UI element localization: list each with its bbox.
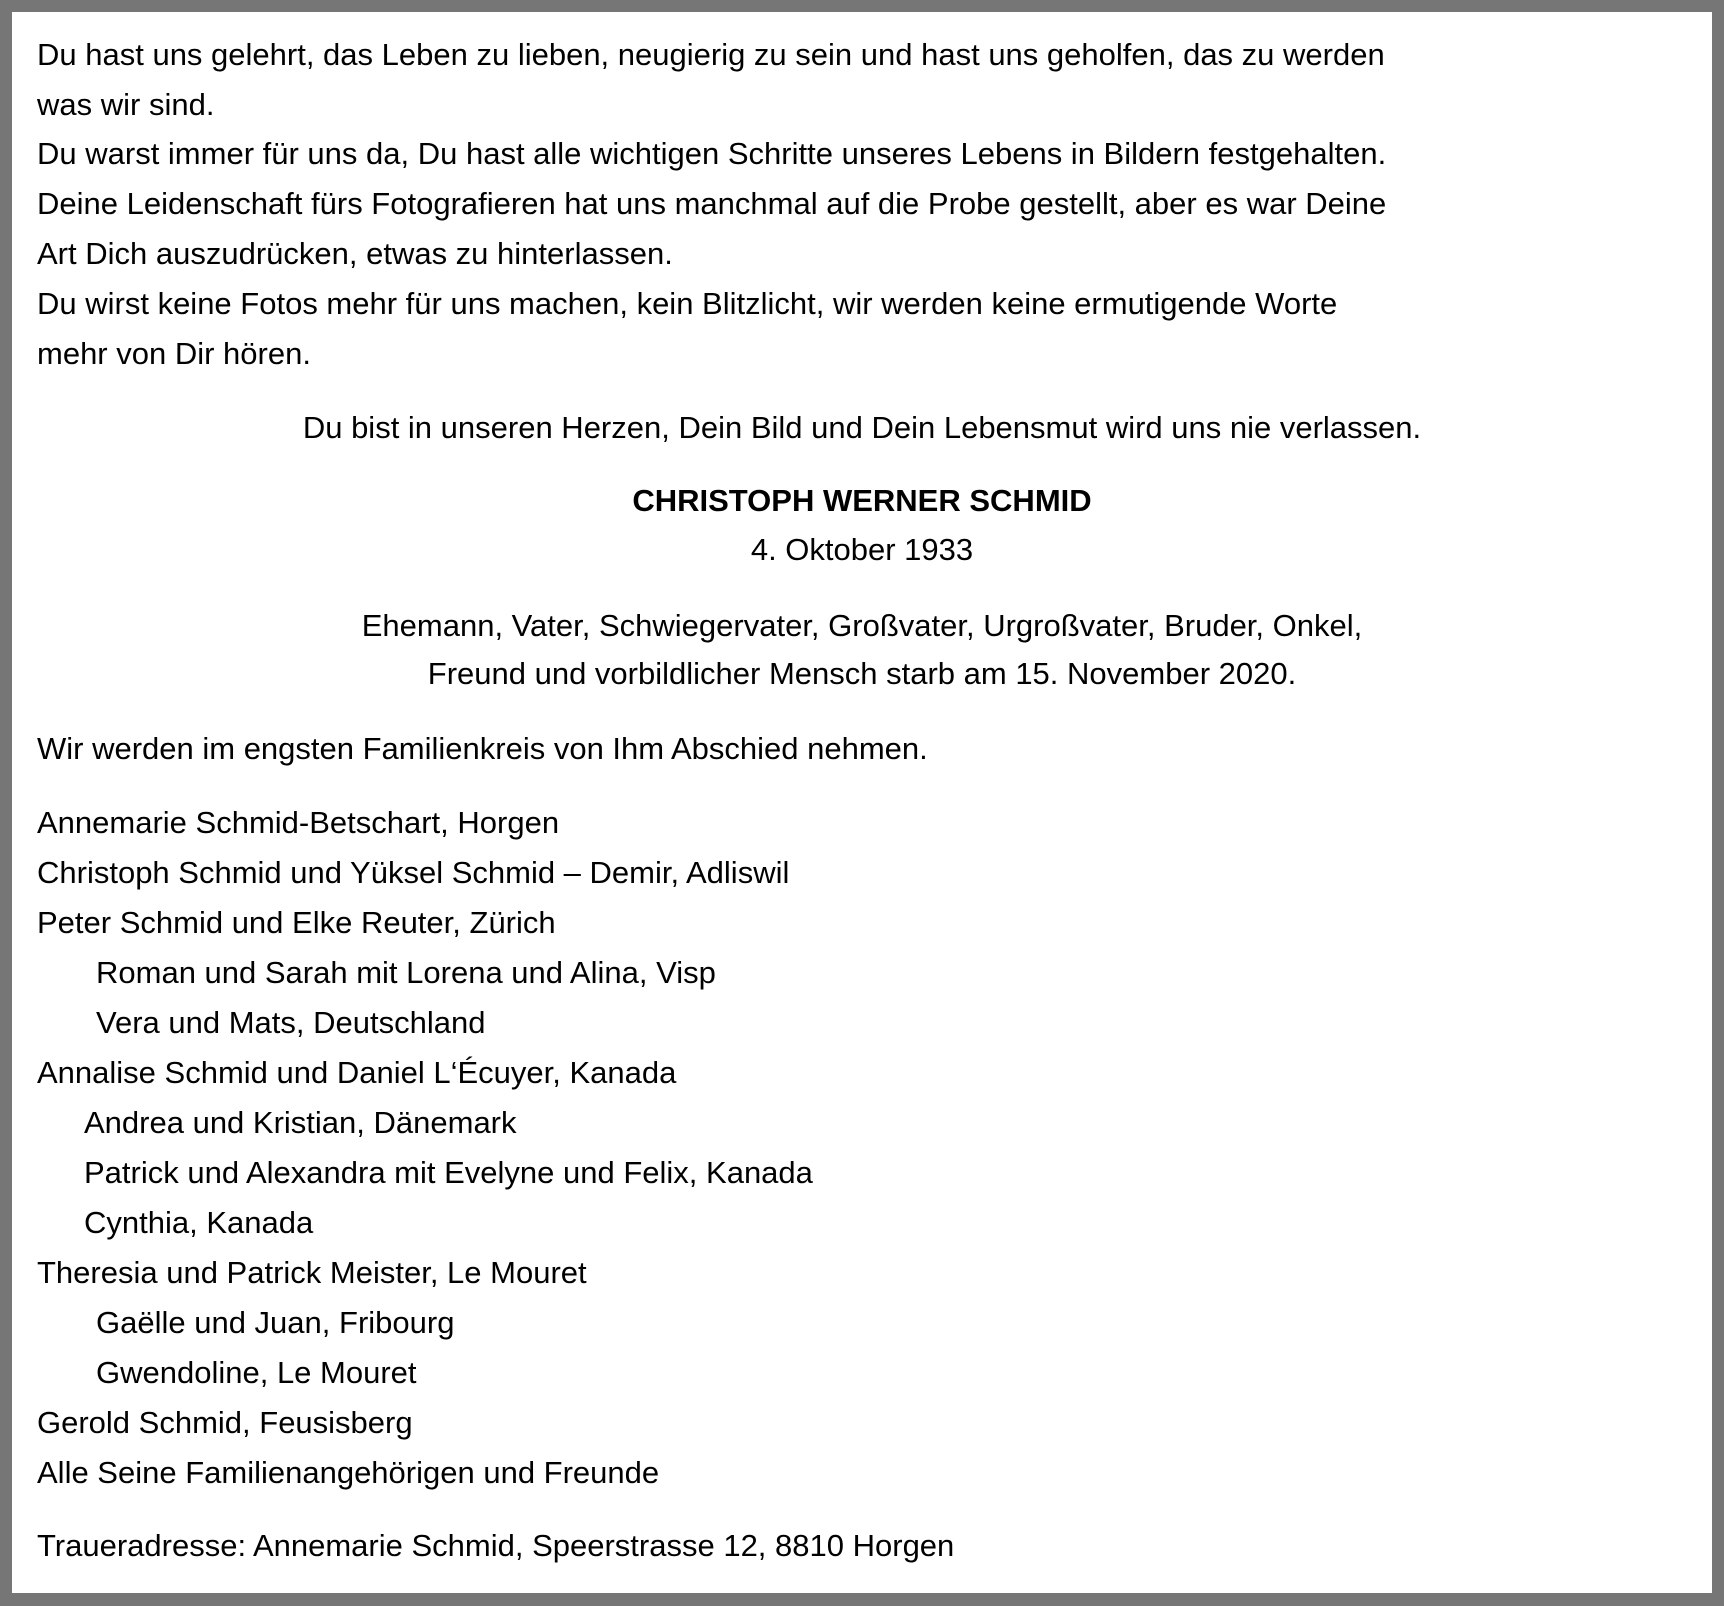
intro-line: was wir sind. <box>37 87 215 122</box>
mourner: Gerold Schmid, Feusisberg <box>37 1405 413 1440</box>
description-line: Freund und vorbildlicher Mensch starb am 15. November 2020. <box>427 656 1297 691</box>
mourner: Cynthia, Kanada <box>84 1205 314 1240</box>
intro-line: Du hast uns gelehrt, das Leben zu lieben, neugierig zu sein und hast uns geholfen, das zu werden <box>37 37 1385 72</box>
mourner: Roman und Sarah mit Lorena und Alina, Visp <box>96 955 716 990</box>
intro-line: Du warst immer für uns da, Du hast alle wichtigen Schritte unseres Lebens in Bildern festgehalten. <box>37 136 1387 171</box>
birth-date: 4. Oktober 1933 <box>750 532 974 567</box>
mourner: Gaëlle und Juan, Fribourg <box>96 1305 455 1340</box>
obituary-page <box>12 12 1712 1593</box>
mourner: Alle Seine Familienangehörigen und Freunde <box>37 1455 660 1490</box>
mourner: Annalise Schmid und Daniel L‘Écuyer, Kanada <box>37 1055 677 1090</box>
quote: Du bist in unseren Herzen, Dein Bild und Dein Lebensmut wird uns nie verlassen. <box>302 410 1422 445</box>
mourner: Vera und Mats, Deutschland <box>96 1005 486 1040</box>
mourner: Peter Schmid und Elke Reuter, Zürich <box>37 905 556 940</box>
mourning-address: Traueradresse: Annemarie Schmid, Speerstrasse 12, 8810 Horgen <box>37 1528 955 1563</box>
mourner: Annemarie Schmid-Betschart, Horgen <box>37 805 560 840</box>
mourner: Patrick und Alexandra mit Evelyne und Felix, Kanada <box>84 1155 813 1190</box>
mourner: Gwendoline, Le Mouret <box>96 1355 417 1390</box>
mourner: Christoph Schmid und Yüksel Schmid – Demir, Adliswil <box>37 855 790 890</box>
intro-line: Art Dich auszudrücken, etwas zu hinterlassen. <box>37 236 673 271</box>
farewell-text: Wir werden im engsten Familienkreis von Ihm Abschied nehmen. <box>37 731 928 766</box>
intro-line: Du wirst keine Fotos mehr für uns machen, kein Blitzlicht, wir werden keine ermutigende Worte <box>37 286 1338 321</box>
deceased-name: CHRISTOPH WERNER SCHMID <box>632 483 1092 518</box>
mourner: Andrea und Kristian, Dänemark <box>84 1105 517 1140</box>
intro-line: Deine Leidenschaft fürs Fotografieren hat uns manchmal auf die Probe gestellt, aber es war Deine <box>37 186 1387 221</box>
intro-line: mehr von Dir hören. <box>37 336 311 371</box>
description-line: Ehemann, Vater, Schwiegervater, Großvater, Urgroßvater, Bruder, Onkel, <box>361 608 1363 643</box>
mourner: Theresia und Patrick Meister, Le Mouret <box>37 1255 587 1290</box>
